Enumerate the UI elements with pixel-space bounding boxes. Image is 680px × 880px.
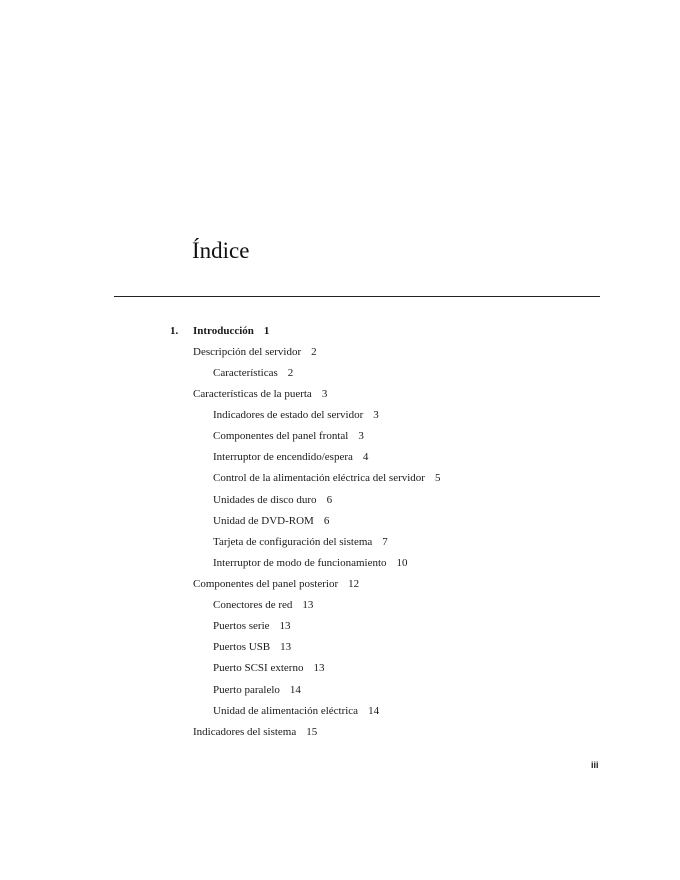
toc-entry-text: Puertos serie [213,620,270,632]
toc-entry-text: Componentes del panel frontal [213,430,349,442]
toc-entry[interactable] [213,556,408,570]
toc-entry-text: Características [213,367,278,379]
toc-entry-text: Control de la alimentación eléctrica del servidor [213,472,425,484]
title-divider [114,296,600,297]
toc-entry-text: Puertos USB [213,641,271,653]
toc-entry[interactable] [193,387,327,401]
toc-entry[interactable] [213,450,368,464]
toc-entry-page: 15 [306,726,318,738]
toc-entry-text: Tarjeta de configuración del sistema [213,536,373,548]
toc-entry-page: 13 [313,662,325,674]
toc-entry-text: Indicadores del sistema [193,726,297,738]
toc-entry[interactable] [213,598,313,612]
toc-entry-page: 6 [323,515,330,527]
toc-entry[interactable] [213,661,324,675]
toc-entry-page: 12 [348,578,360,590]
toc-entry-page: 10 [396,557,408,569]
toc-entry-page: 3 [358,430,364,442]
toc-entry-page: 14 [368,705,380,717]
page-title: Índice [192,238,250,263]
toc-entry-page: 14 [289,684,301,696]
toc-entry[interactable] [193,577,359,591]
toc-entry-text: Interruptor de encendido/espera [213,451,353,463]
toc-entry[interactable] [213,704,379,718]
toc-entry[interactable] [213,619,291,633]
toc-entry-page: 6 [326,494,333,506]
toc-entry[interactable] [213,366,293,380]
page-number: iii [591,760,599,770]
toc-entry-text: Unidad de alimentación eléctrica [213,705,359,717]
toc-chapter-entry[interactable] [193,324,269,338]
toc-entry-text: Puerto SCSI externo [213,662,304,674]
toc-entry-text: Conectores de red [213,599,293,611]
toc-entry-page: 3 [321,388,328,400]
toc-entry[interactable] [213,535,388,549]
toc-entry[interactable] [193,345,317,359]
toc-entry-page: 7 [382,536,388,548]
toc-entry[interactable] [213,514,329,528]
toc-entry-text: Indicadores de estado del servidor [213,409,364,421]
toc-entry[interactable] [213,640,291,654]
toc-entry[interactable] [213,493,332,507]
toc-entry-page: 1 [263,325,270,337]
toc-entry-page: 5 [434,472,441,484]
toc-entry-text: Componentes del panel posterior [193,578,339,590]
toc-entry-page: 2 [287,367,294,379]
toc-entry-text: Unidades de disco duro [213,494,317,506]
toc-entry-page: 3 [373,409,379,421]
toc-entry-page: 13 [279,620,291,632]
toc-entry-text: Unidad de DVD-ROM [213,515,314,527]
toc-entry-text: Introducción [193,325,254,337]
toc-entry-page: 13 [302,599,314,611]
chapter-number: 1. [170,325,179,337]
toc-entry-page: 4 [362,451,369,463]
toc-entry[interactable] [213,471,440,485]
toc-entry-page: 13 [280,641,292,653]
toc-entry-text: Interruptor de modo de funcionamiento [213,557,387,569]
toc-entry-text: Puerto paralelo [213,684,280,696]
toc-entry-page: 2 [311,346,317,358]
toc-entry[interactable] [193,725,317,739]
toc-entry-text: Características de la puerta [193,388,312,400]
toc-entry[interactable] [213,429,364,443]
toc-entry[interactable] [213,408,379,422]
toc-entry-text: Descripción del servidor [193,346,302,358]
toc-entry[interactable] [213,683,301,697]
